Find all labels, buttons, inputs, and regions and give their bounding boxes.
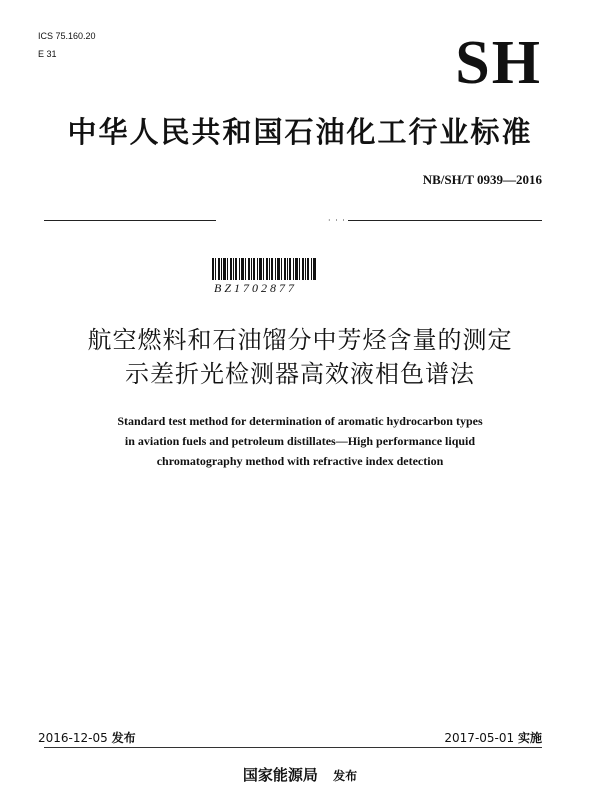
issue-date-value: 2016-12-05 xyxy=(38,731,108,745)
classification-code: E 31 xyxy=(38,49,57,59)
divider-right xyxy=(348,220,542,221)
title-en-line3: chromatography method with refractive index detection xyxy=(156,454,444,468)
issue-label: 发布 xyxy=(111,731,136,745)
divider-left xyxy=(44,220,216,221)
sh-logo: SH xyxy=(455,29,542,97)
title-cn-line2: 示差折光检测器高效液相色谱法 xyxy=(125,360,475,388)
barcode-image xyxy=(212,258,316,280)
publisher-name: 国家能源局 xyxy=(242,766,318,784)
divider-dots: · · · xyxy=(328,216,346,225)
implement-date-value: 2017-05-01 xyxy=(444,731,515,745)
title-en-line1: Standard test method for determination of aromatic hydrocarbon types xyxy=(117,414,483,428)
title-cn-line1: 航空燃料和石油馏分中芳烃含量的测定 xyxy=(87,326,513,354)
title-en-line2: in aviation fuels and petroleum distillates—High performance liquid xyxy=(124,434,476,448)
publisher xyxy=(0,764,600,785)
barcode-number: BZ1702877 xyxy=(214,281,298,295)
implementation-date xyxy=(444,729,542,746)
standard-category-title: 中华人民共和国石油化工行业标准 xyxy=(67,115,533,149)
ics-code: ICS 75.160.20 xyxy=(38,31,96,41)
standard-number: NB/SH/T 0939—2016 xyxy=(422,172,542,187)
implement-label: 实施 xyxy=(517,731,542,745)
footer-divider xyxy=(44,747,542,748)
issue-date xyxy=(38,729,136,746)
publisher-suffix: 发布 xyxy=(333,769,358,783)
